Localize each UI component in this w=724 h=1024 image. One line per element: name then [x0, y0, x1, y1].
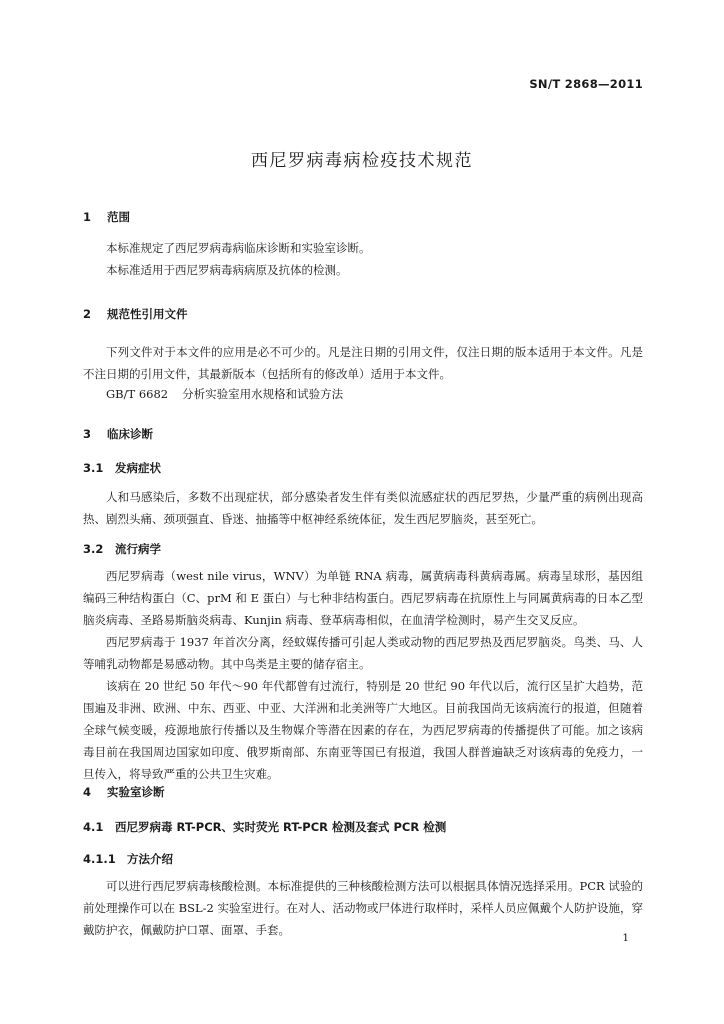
paragraph: 本标准规定了西尼罗病毒病临床诊断和实验室诊断。 [106, 241, 371, 255]
section-1-heading [83, 209, 130, 225]
section-number: 3 [83, 427, 92, 441]
subsection-title: 方法介绍 [127, 852, 173, 866]
section-number: 4 [83, 785, 92, 799]
subsection-number: 4.1.1 [83, 852, 116, 866]
paragraph: 可以进行西尼罗病毒核酸检测。本标准提供的三种核酸检测方法可以根据具体情况选择采用。PCR 试验的前处理操作可以在 BSL-2 实验室进行。在对人、活动物或尸体进行取样时，采样人员应佩戴个人防护设施，穿戴防护衣，佩戴防护口罩、面罩、手套。 [83, 879, 643, 937]
reference-code: GB/T 6682 [106, 387, 169, 401]
subsection-title: 发病症状 [115, 461, 161, 475]
section-4-heading [83, 784, 165, 800]
reference-name: 分析实验室用水规格和试验方法 [182, 387, 344, 401]
subsection-title: 西尼罗病毒 RT-PCR、实时荧光 RT-PCR 检测及套式 PCR 检测 [115, 820, 447, 834]
subsection-4-1-heading [83, 819, 446, 835]
subsection-title: 流行病学 [115, 542, 161, 556]
paragraph: 西尼罗病毒于 1937 年首次分离，经蚊媒传播可引起人类或动物的西尼罗热及西尼罗脑炎。鸟类、马、人等哺乳动物都是易感动物。其中鸟类是主要的储存宿主。 [83, 635, 643, 671]
section-title: 实验室诊断 [107, 785, 165, 799]
section-title: 临床诊断 [107, 427, 153, 441]
section-title: 范围 [107, 210, 130, 224]
paragraph: 本标准适用于西尼罗病毒病病原及抗体的检测。 [106, 263, 348, 277]
page-title: 西尼罗病毒病检疫技术规范 [251, 151, 473, 171]
section-2-heading [83, 306, 188, 322]
subsection-3-2-heading [83, 541, 161, 557]
paragraph: 人和马感染后，多数不出现症状，部分感染者发生伴有类似流感症状的西尼罗热，少量严重的病例出现高热、剧烈头痛、颈项强直、昏迷、抽搐等中枢神经系统体征，发生西尼罗脑炎，甚至死亡。 [83, 490, 643, 526]
page-number: 1 [622, 932, 629, 944]
subsection-3-1-heading [83, 460, 161, 476]
section-number: 2 [83, 307, 92, 321]
subsection-number: 3.1 [83, 461, 104, 475]
standard-number: SN/T 2868—2011 [529, 77, 643, 91]
paragraph: 该病在 20 世纪 50 年代～90 年代都曾有过流行，特别是 20 世纪 90 年代以后，流行区呈扩大趋势，范围遍及非洲、欧洲、中东、西亚、中亚、大洋洲和北美洲等广大地区。目前我国尚无该病流行的报道，但随着全球气候变暖，疫源地旅行传播以及生物媒介等潜在因素的存在，为西尼罗病毒的传播提供了可能。加之该病毒目前在我国周边国家如印度、俄罗斯南部、东南亚等国已有报道，我国人群普遍缺乏对该病毒的免疫力，一旦传入，将导致严重的公共卫生灾难。 [83, 679, 643, 781]
subsection-number: 3.2 [83, 542, 104, 556]
subsection-4-1-1-heading [83, 851, 173, 867]
paragraph: 下列文件对于本文件的应用是必不可少的。凡是注日期的引用文件，仅注日期的版本适用于本文件。凡是不注日期的引用文件，其最新版本（包括所有的修改单）适用于本文件。 [83, 345, 643, 381]
section-title: 规范性引用文件 [107, 307, 188, 321]
subsection-number: 4.1 [83, 820, 104, 834]
section-number: 1 [83, 210, 92, 224]
paragraph: 西尼罗病毒（west nile virus，WNV）为单链 RNA 病毒，属黄病毒科黄病毒属。病毒呈球形，基因组编码三种结构蛋白（C、prM 和 E 蛋白）与七种非结构蛋白。西尼罗病毒在抗原性上与同属黄病毒的日本乙型脑炎病毒、圣路易斯脑炎病毒、Kunjin 病毒、登革病毒相似，在血清学检测时，易产生交叉反应。 [83, 569, 643, 627]
normative-reference [106, 386, 343, 402]
section-3-heading [83, 426, 153, 442]
